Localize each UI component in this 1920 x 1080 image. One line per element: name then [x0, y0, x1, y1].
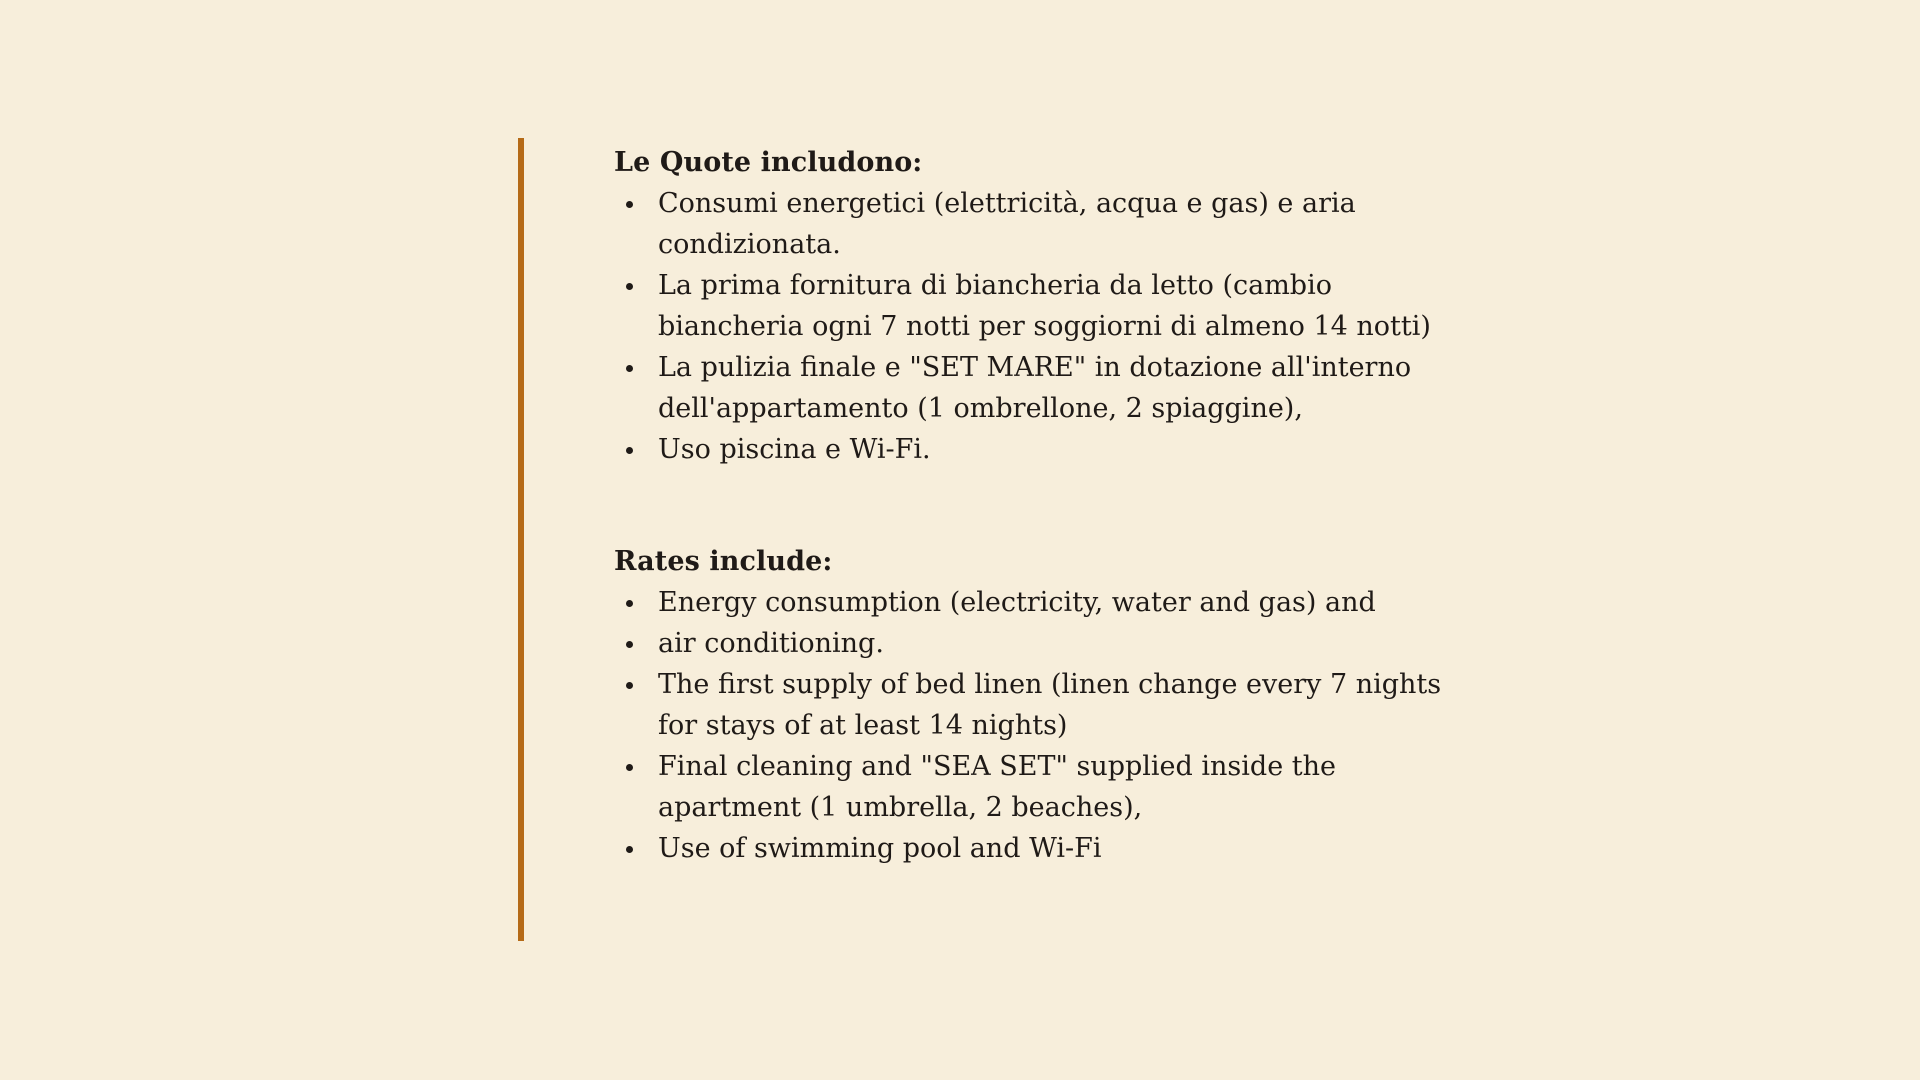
bullet-icon	[626, 641, 633, 648]
bullet-icon	[626, 201, 633, 208]
bullet-icon	[626, 764, 633, 771]
italian-rate-item-text: Uso piscina e Wi-Fi.	[658, 434, 931, 465]
italian-rate-item	[614, 265, 1444, 347]
bullet-icon	[626, 682, 633, 689]
italian-rate-item-text: La pulizia finale e "SET MARE" in dotazione all'interno dell'appartamento (1 ombrellone, 2 spiaggine),	[658, 352, 1412, 424]
english-rate-item	[614, 828, 1444, 869]
english-rate-item-text: Final cleaning and "SEA SET" supplied inside the apartment (1 umbrella, 2 beaches),	[658, 751, 1336, 823]
section-spacer	[614, 470, 1444, 542]
english-rate-item	[614, 746, 1444, 828]
english-rate-item	[614, 623, 1444, 664]
italian-rate-item	[614, 183, 1444, 265]
italian-rates-list	[614, 183, 1444, 470]
rates-content	[614, 143, 1444, 869]
bullet-icon	[626, 846, 633, 853]
english-rate-item-text: air conditioning.	[658, 628, 884, 659]
bullet-icon	[626, 447, 633, 454]
english-rates-section	[614, 542, 1444, 869]
italian-rate-item-text: La prima fornitura di biancheria da letto (cambio biancheria ogni 7 notti per soggiorni di almeno 14 notti)	[658, 270, 1431, 342]
english-rate-item-text: Energy consumption (electricity, water and gas) and	[658, 587, 1376, 618]
italian-rate-item	[614, 429, 1444, 470]
bullet-icon	[626, 600, 633, 607]
english-rates-heading: Rates include:	[614, 546, 833, 577]
accent-vertical-rule	[518, 138, 524, 941]
english-rate-item-text: The first supply of bed linen (linen change every 7 nights for stays of at least 14 nights)	[658, 669, 1442, 741]
italian-rates-heading: Le Quote includono:	[614, 147, 923, 178]
english-rate-item-text: Use of swimming pool and Wi-Fi	[658, 833, 1102, 864]
bullet-icon	[626, 365, 633, 372]
bullet-icon	[626, 283, 633, 290]
english-rate-item	[614, 582, 1444, 623]
italian-rates-section	[614, 143, 1444, 470]
english-rate-item	[614, 664, 1444, 746]
english-rates-list	[614, 582, 1444, 869]
italian-rate-item-text: Consumi energetici (elettricità, acqua e gas) e aria condizionata.	[658, 188, 1356, 260]
italian-rate-item	[614, 347, 1444, 429]
